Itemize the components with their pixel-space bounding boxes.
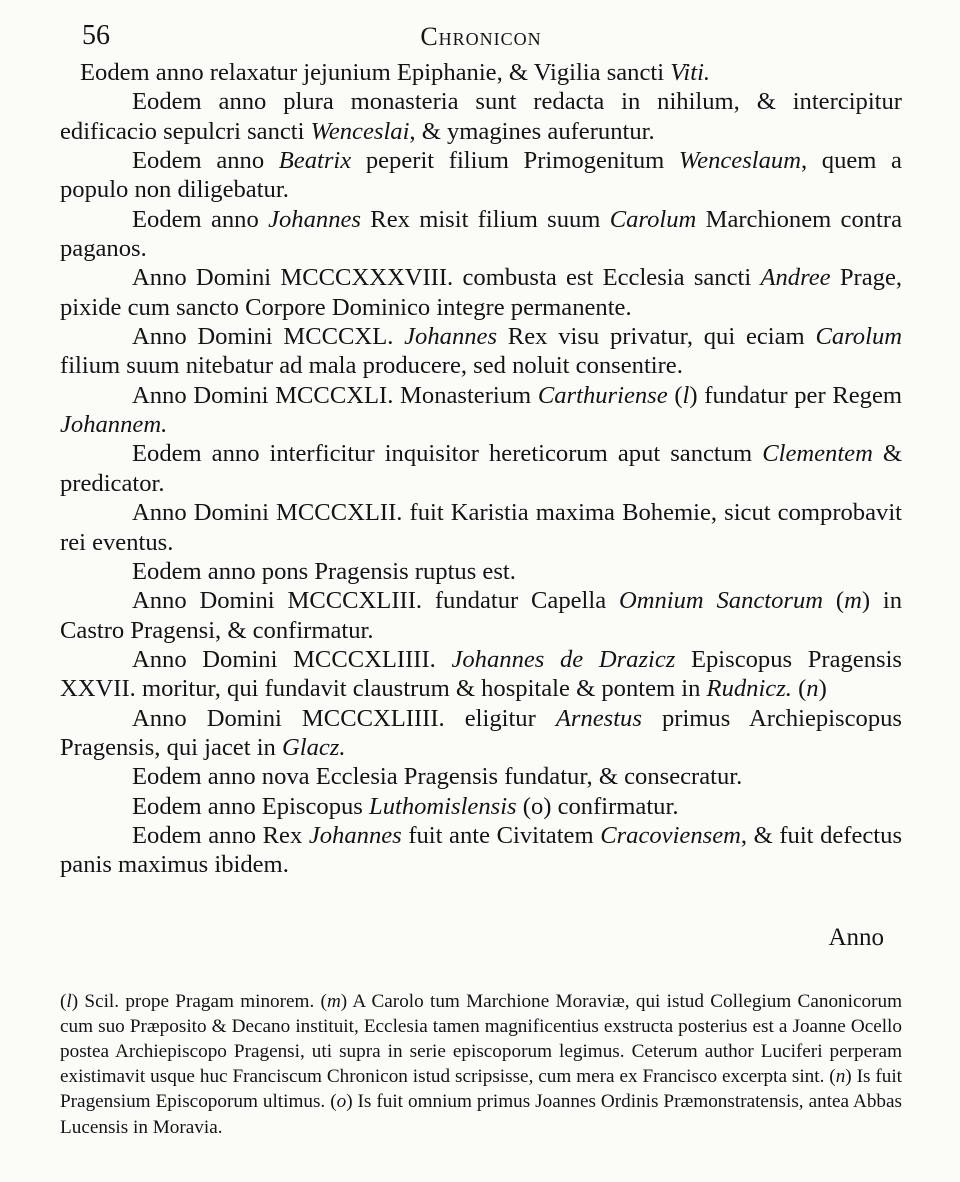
- italic-text: m: [326, 990, 341, 1012]
- italic-text: Clementem: [762, 440, 873, 468]
- text-run: Anno Domini MCCCXLII. fuit Karistia maxima Bohemie, sicut comprobavit rei eventus.: [60, 499, 902, 556]
- footnotes: [60, 989, 902, 1140]
- text-run: Prage, pixide cum sancto Corpore Dominico integre permanente.: [60, 264, 903, 321]
- text-run: , & ymagines auferuntur.: [409, 117, 655, 145]
- italic-text: Carolum: [815, 323, 902, 351]
- text-run: ) fundatur per Regem: [689, 381, 902, 409]
- chronicle-entry: [60, 381, 902, 440]
- footnote: [60, 989, 902, 1140]
- text-run: fuit ante Civitatem: [401, 821, 601, 849]
- italic-text: Arnestus: [555, 704, 642, 732]
- chronicle-entry: [60, 704, 902, 763]
- text-run: Anno Domini MCCCXLI. Monasterium: [132, 381, 538, 409]
- italic-text: Johannes: [308, 821, 402, 849]
- text-run: Eodem anno Rex: [132, 821, 309, 849]
- italic-text: Viti.: [670, 59, 711, 86]
- italic-text: Carolum: [609, 205, 697, 233]
- chronicle-entry: [60, 762, 902, 791]
- text-run: ) Scil. prope Pragam minorem. (: [71, 990, 327, 1012]
- text-run: Eodem anno plura monasteria sunt redacta in nihilum, & intercipitur edificacio sepulcri sancti: [60, 88, 902, 145]
- text-run: Eodem anno: [132, 205, 269, 233]
- italic-text: Johannem.: [60, 411, 168, 439]
- italic-text: o: [336, 1091, 347, 1113]
- text-run: Rex misit filium suum: [360, 205, 610, 233]
- chronicle-entry: [60, 322, 902, 381]
- page-header: [60, 20, 902, 58]
- chronicle-entry: [60, 439, 902, 498]
- italic-text: Cracoviensem: [600, 821, 741, 849]
- italic-text: Johannes: [404, 323, 498, 351]
- catchword: Anno: [828, 923, 884, 951]
- text-run: (: [823, 587, 845, 615]
- text-run: ): [818, 675, 827, 703]
- text-run: Anno Domini MCCCXL.: [132, 323, 405, 351]
- italic-text: Beatrix: [278, 147, 352, 175]
- chronicle-text: [60, 58, 902, 880]
- italic-text: l: [66, 990, 72, 1012]
- text-run: (: [60, 990, 67, 1012]
- chronicle-entry: [60, 821, 902, 880]
- italic-text: Wenceslaum: [678, 147, 801, 175]
- running-title: Chronicon: [420, 22, 542, 51]
- text-run: , quem a populo non diligebatur.: [60, 147, 902, 204]
- text-run: Eodem anno relaxatur jejunium Epiphanie, & Vigilia sancti: [80, 59, 671, 86]
- italic-text: Johannes de Drazicz: [451, 645, 676, 673]
- text-run: filium suum nitebatur ad mala producere, sed noluit consentire.: [60, 352, 683, 380]
- chronicle-entry: [60, 792, 902, 821]
- italic-text: n: [835, 1066, 846, 1088]
- text-run: Anno Domini MCCCXLIIII. eligitur: [132, 704, 556, 732]
- text-run: ) in Castro Pragensi, & confirmatur.: [60, 587, 903, 644]
- chronicle-entry: [60, 263, 902, 322]
- text-run: , & fuit defectus panis maximus ibidem.: [60, 821, 903, 879]
- text-run: Eodem anno pons Pragensis ruptus est.: [132, 557, 516, 585]
- chronicle-entry: [60, 146, 902, 205]
- chronicle-entry: [60, 645, 902, 704]
- text-run: Anno Domini MCCCXXXVIII. combusta est Ecclesia sancti: [132, 264, 761, 292]
- text-run: Eodem anno nova Ecclesia Pragensis fundatur, & consecratur.: [132, 763, 743, 791]
- text-run: Rex visu privatur, qui eciam: [497, 323, 816, 351]
- italic-text: Wenceslai: [310, 117, 410, 145]
- text-run: ) A Carolo tum Marchione Moraviæ, qui istud Collegium Canonicorum cum suo Præposito & Decano instituit, Ecclesia tamen magnificentius exstructa posterius est a Joanne Ocello postea Archiepiscopo Pragensi, uti supra in serie episcoporum legimus. Ceterum author Luciferi perperam existimavit usque huc Franciscum Chronicon istud scripsisse, cum mera ex Francisco excerpta sint. (: [60, 990, 903, 1088]
- italic-text: Johannes: [268, 205, 361, 233]
- text-run: Eodem anno interficitur inquisitor hereticorum aput sanctum: [132, 440, 763, 468]
- italic-text: Rudnicz.: [706, 675, 792, 703]
- italic-text: Glacz.: [281, 733, 346, 761]
- chronicle-entry: [60, 58, 902, 87]
- chronicle-entry: [60, 586, 902, 645]
- text-run: & predicator.: [60, 440, 902, 497]
- italic-text: Luthomislensis: [369, 792, 517, 820]
- text-run: Episcopus Pragensis XXVII. moritur, qui fundavit claustrum & hospitale & pontem in: [60, 645, 902, 703]
- italic-text: Carthuriense: [537, 381, 668, 409]
- text-run: (: [667, 381, 683, 409]
- text-run: Eodem anno Episcopus: [132, 792, 370, 820]
- text-run: ) Is fuit omnium primus Joannes Ordinis Præmonstratensis, antea Abbas Lucensis in Moravia.: [60, 1091, 902, 1138]
- text-run: Anno Domini MCCCXLIIII.: [132, 645, 452, 673]
- text-run: Eodem anno: [132, 147, 279, 175]
- text-run: peperit filium Primogenitum: [351, 147, 679, 175]
- text-run: (: [791, 675, 807, 703]
- italic-text: l: [682, 381, 690, 409]
- text-run: Anno Domini MCCCXLIII. fundatur Capella: [132, 587, 619, 615]
- chronicle-entry: [60, 205, 902, 264]
- text-run: primus Archiepiscopus Pragensis, qui jacet in: [60, 704, 902, 761]
- chronicle-entry: [60, 557, 902, 586]
- text-run: Marchionem contra paganos.: [60, 205, 902, 263]
- italic-text: n: [806, 675, 819, 703]
- text-run: ) Is fuit Pragensium Episcoporum ultimus. (: [60, 1066, 902, 1113]
- page-number: 56: [82, 20, 110, 51]
- italic-text: Andree: [760, 264, 831, 292]
- italic-text: Omnium Sanctorum: [618, 587, 824, 615]
- chronicle-entry: [60, 87, 902, 146]
- text-run: (o) confirmatur.: [516, 792, 679, 820]
- chronicle-entry: [60, 498, 902, 557]
- italic-text: m: [844, 587, 862, 615]
